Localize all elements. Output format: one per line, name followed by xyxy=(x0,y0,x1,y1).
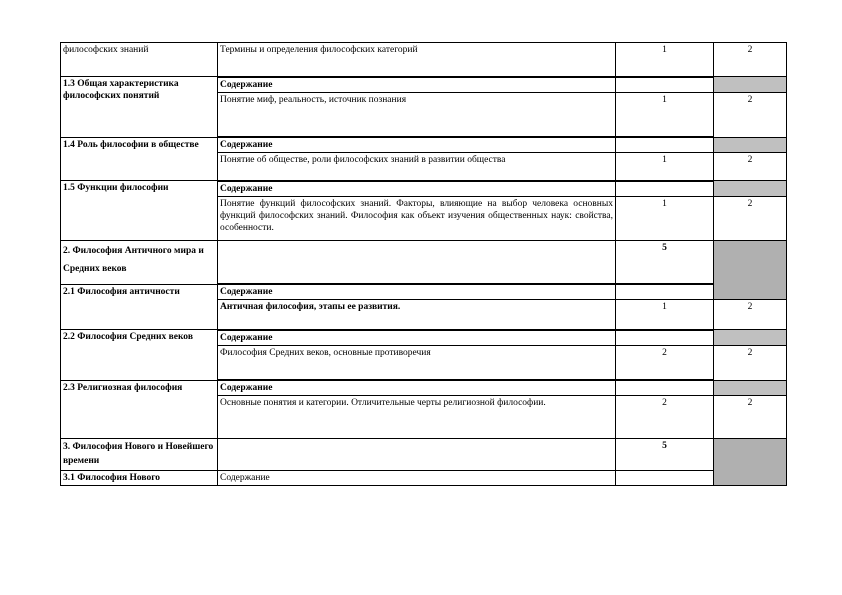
content-cell: Понятие миф, реальность, источник познания xyxy=(218,92,616,137)
hours-cell: 5 xyxy=(616,240,714,284)
topic-cell: 1.5 Функции философии xyxy=(61,181,218,241)
content-header-cell: Содержание xyxy=(218,137,616,153)
hours-cell: 1 xyxy=(616,196,714,240)
table-row xyxy=(61,471,787,486)
content-cell: Основные понятия и категории. Отличительные черты религиозной философии. xyxy=(218,396,616,439)
content-header-cell: Содержание xyxy=(218,330,616,346)
hours-cell: 2 xyxy=(616,396,714,439)
table-row xyxy=(61,240,787,284)
level-cell: 2 xyxy=(714,300,787,330)
topic-cell: 1.3 Общая характеристика философских понятий xyxy=(61,77,218,138)
section-title-cell: 2. Философия Античного мира и Средних веков xyxy=(61,240,218,284)
content-header-cell: Содержание xyxy=(218,77,616,93)
content-header-cell: Содержание xyxy=(218,380,616,396)
level-cell: 2 xyxy=(714,196,787,240)
table-row xyxy=(61,380,787,396)
level-cell: 2 xyxy=(714,153,787,181)
level-cell: 2 xyxy=(714,43,787,77)
hours-cell: 1 xyxy=(616,300,714,330)
table-row xyxy=(61,439,787,471)
topic-cell: 2.2 Философия Средних веков xyxy=(61,330,218,381)
topic-cell: 2.1 Философия античности xyxy=(61,284,218,330)
topic-cell: 3.1 Философия Нового xyxy=(61,471,218,486)
level-cell: 2 xyxy=(714,396,787,439)
content-cell: Философия Средних веков, основные противоречия xyxy=(218,345,616,380)
section-title-cell: 3. Философия Нового и Новейшего времени xyxy=(61,439,218,471)
content-cell: Понятие функций философских знаний. Факторы, влияющие на выбор человека основных функций философских знаний. Философия как объект изучения общественных наук: свойства, особенности. xyxy=(218,196,616,240)
content-header-cell: Содержание xyxy=(218,181,616,197)
hours-cell: 1 xyxy=(616,92,714,137)
topic-cell: философских знаний xyxy=(61,43,218,77)
hours-cell: 1 xyxy=(616,153,714,181)
content-header-cell: Содержание xyxy=(218,284,616,300)
content-cell: Термины и определения философских категорий xyxy=(218,43,616,77)
topic-cell: 2.3 Религиозная философия xyxy=(61,380,218,439)
table-row xyxy=(61,330,787,346)
level-cell: 2 xyxy=(714,92,787,137)
table-row xyxy=(61,77,787,93)
level-cell: 2 xyxy=(714,345,787,380)
table-row xyxy=(61,181,787,197)
content-header-cell: Содержание xyxy=(218,471,616,486)
table-row xyxy=(61,137,787,153)
content-cell: Понятие об обществе, роли философских знаний в развитии общества xyxy=(218,153,616,181)
hours-cell: 2 xyxy=(616,345,714,380)
curriculum-table xyxy=(60,42,787,486)
topic-cell: 1.4 Роль философии в обществе xyxy=(61,137,218,181)
content-cell: Античная философия, этапы ее развития. xyxy=(218,300,616,330)
table-row xyxy=(61,284,787,300)
table-row xyxy=(61,43,787,77)
hours-cell: 5 xyxy=(616,439,714,471)
hours-cell: 1 xyxy=(616,43,714,77)
